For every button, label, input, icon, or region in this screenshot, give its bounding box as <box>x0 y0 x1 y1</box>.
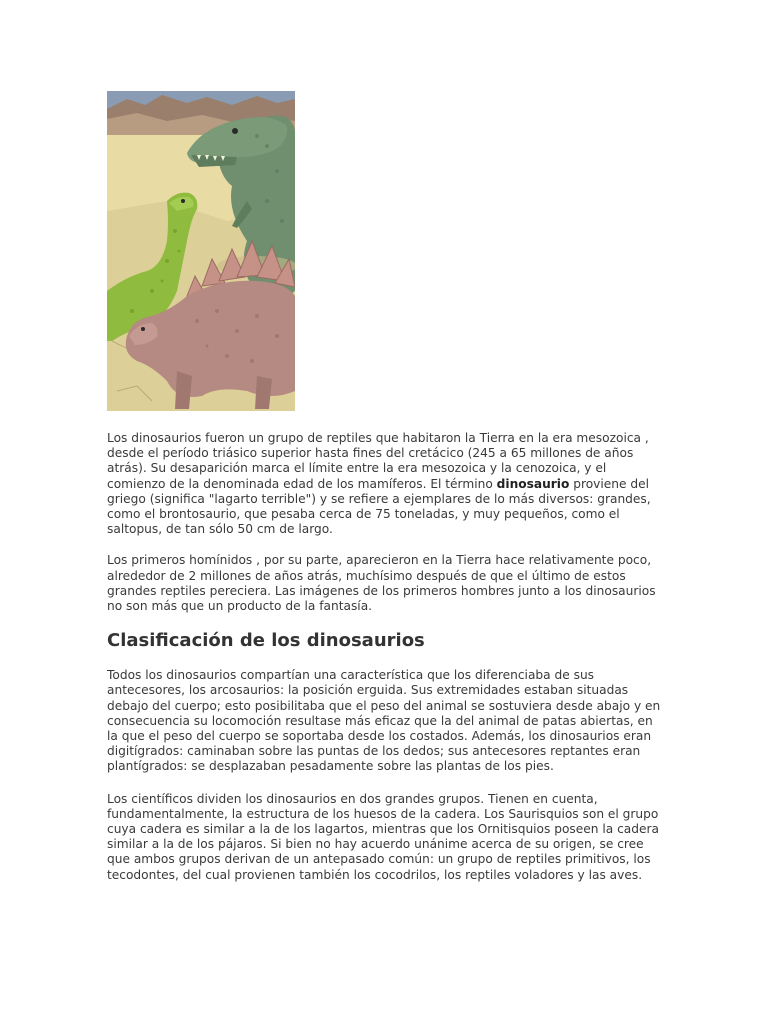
paragraph-intro <box>107 431 662 537</box>
dinosaurs-illustration <box>107 91 295 411</box>
term-dinosaurio: dinosaurio <box>496 476 570 491</box>
section-heading: Clasificación de los dinosaurios <box>107 630 425 652</box>
article <box>107 431 662 883</box>
paragraph-hominids: Los primeros homínidos , por su parte, aparecieron en la Tierra hace relativamente poco, alrededor de 2 millones de años atrás, muchísimo después de que el último de estos grandes reptiles pereciera. Las imágenes de los primeros hombres junto a los dinosaurios no son más que un producto de la fantasía. <box>107 553 656 614</box>
paragraph-intro-part2: proviene del griego (significa "lagarto terrible") y se refiere a ejemplares de lo más diversos: grandes, como el brontosaurio, que pesaba cerca de 75 toneladas, y muy pequeños, como el saltopus, de tan sólo 50 cm de largo. <box>107 476 651 537</box>
paragraph-classification: Todos los dinosaurios compartían una característica que los diferenciaba de sus antecesores, los arcosaurios: la posición erguida. Sus extremidades estaban situadas debajo del cuerpo; esto posibilitaba que el peso del animal se sostuviera desde abajo y en consecuencia su locomoción resultase más eficaz que la del animal de patas abiertas, en la que el peso del cuerpo se soportaba desde los costados. Además, los dinosaurios eran digitígrados: caminaban sobre las puntas de los dedos; sus antecesores reptantes eran plantígrados: se desplazaban pesadamente sobre las plantas de los pies. <box>107 668 661 774</box>
dinosaurs-image <box>107 91 295 411</box>
paragraph-intro-part1: Los dinosaurios fueron un grupo de reptiles que habitaron la Tierra en la era mesozoica , desde el período triásico superior hasta fines del cretácico (245 a 65 millones de años atrás). Su desaparición marca el límite entre la era mesozoica y la cenozoica, y el comienzo de la denominada edad de los mamíferos. El término <box>107 431 649 491</box>
paragraph-groups: Los científicos dividen los dinosaurios en dos grandes grupos. Tienen en cuenta, fundamentalmente, la estructura de los huesos de la cadera. Los Saurisquios son el grupo cuya cadera es similar a la de los lagartos, mientras que los Ornitisquios poseen la cadera similar a la de los pájaros. Si bien no hay acuerdo unánime acerca de su origen, se cree que ambos grupos derivan de un antepasado común: un grupo de reptiles primitivos, los tecodontes, del cual provienen también los cocodrilos, los reptiles voladores y las aves. <box>107 791 659 882</box>
